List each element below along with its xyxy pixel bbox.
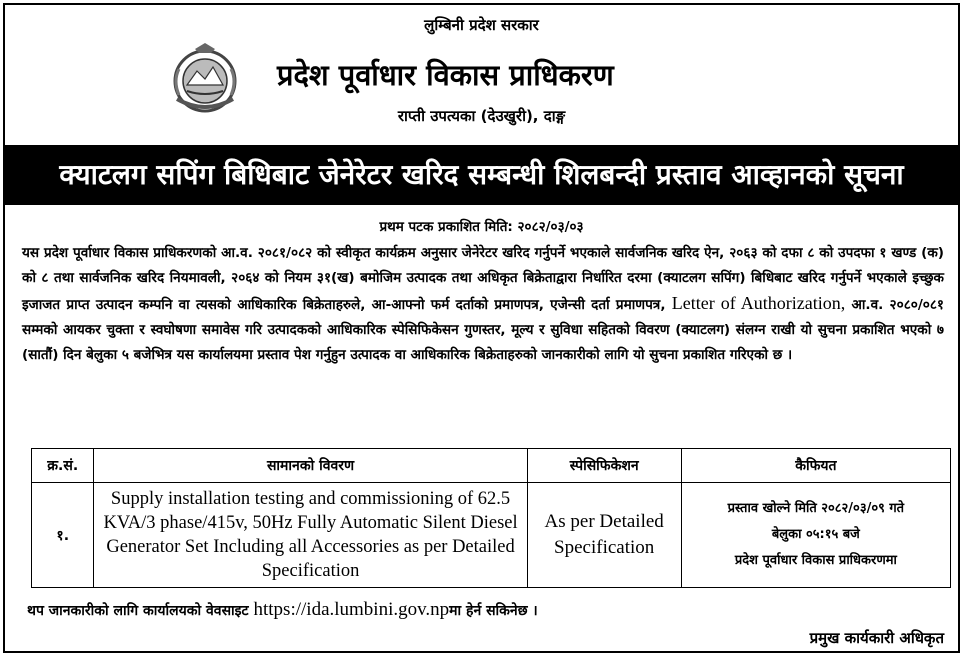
notice-body-part1: यस प्रदेश पूर्वाधार विकास प्राधिकरणको आ.व. २०८१/०८२ को स्वीकृत कार्यक्रम अनुसार जेनेरेटर खरिद गर्नुपर्ने भएकाले सार्वजनिक खरिद ऐन, २०६३ को दफा ८ को उपदफा १ खण्ड (क) को ८ तथा सार्वजनिक खरिद नियमावली, २०६४ को नियम ३१(ख) बमोजिम उत्पादक तथा अधिकृत बिक्रेताद्वारा निर्धारित दरमा (क्याटलग सपिंग) बिधिबाट खरिद गर्नुपर्ने भएकाले इच्छुक इजाजत प्राप्त उत्पादन कम्पनि वा त्यसको आधिकारिक बिक्रेताहरुले, आ-आफ्नो फर्म दर्ताको प्रमाणपत्र, एजेन्सी दर्ता प्रमाणपत्र, (22, 245, 944, 313)
website-link[interactable]: https://ida.lumbini.gov.np (253, 599, 450, 620)
footer-note (27, 599, 538, 621)
office-address: राप्ती उपत्यका (देउखुरी), दाङ्ग (397, 107, 566, 125)
footer-suffix: मा हेर्न सकिनेछ । (449, 603, 538, 619)
cell-specification: As per Detailed Specification (527, 483, 681, 588)
government-name: लुम्बिनी प्रदेश सरकार (424, 16, 539, 34)
notice-body (22, 241, 944, 368)
cell-serial: १. (32, 483, 94, 588)
header-serial: क्र.सं. (32, 449, 94, 483)
cell-description: Supply installation testing and commissioning of 62.5 KVA/3 phase/415v, 50Hz Fully Automatic Silent Diesel Generator Set Including all Accessories as per Detailed Specification (94, 483, 527, 588)
remarks-line-2: बेलुका ०५:१५ बजे (771, 527, 860, 542)
organization-name: प्रदेश पूर्वाधार विकास प्राधिकरण (277, 58, 614, 92)
remarks-line-1: प्रस्ताव खोल्ने मिति २०८२/०३/०९ गते (727, 501, 905, 516)
header-remarks: कैफियत (681, 449, 950, 483)
header-specification: स्पेसिफिकेशन (527, 449, 681, 483)
notice-frame (3, 3, 960, 653)
table-row (32, 483, 951, 588)
notice-title-banner: क्याटलग सपिंग बिधिबाट जेनेरेटर खरिद सम्बन्धी शिलबन्दी प्रस्ताव आव्हानको सूचना (5, 145, 958, 205)
signature-title: प्रमुख कार्यकारी अधिकृत (809, 629, 944, 647)
footer-prefix: थप जानकारीको लागि कार्यालयको वेवसाइट (27, 603, 249, 619)
notice-body-english: Letter of Authorization, (671, 293, 846, 313)
first-published-date: प्रथम पटक प्रकाशित मिति: २०८२/०३/०३ (379, 219, 584, 235)
items-table (31, 448, 951, 588)
header-description: सामानको विवरण (94, 449, 527, 483)
table-header-row (32, 449, 951, 483)
notice-header (5, 5, 958, 145)
cell-remarks (681, 483, 950, 588)
notice-body-part2: आ.व. २०८०/०८१ सम्मको आयकर चुक्ता र स्वघोषणा समावेस गरि उत्पादकको आधिकारिक स्पेसिफिकेसन गुणस्तर, मूल्य र सुविधा सहितको विवरण (क्याटलग) संलग्न राखी यो सुचना प्रकाशित भएको ७ (सातौं) दिन बेलुका ५ बजेभित्र यस कार्यालयमा प्रस्ताव पेश गर्नुहुन उत्पादक वा आधिकारिक बिक्रेताहरुको जानकारीको लागि यो सुचना प्रकाशित गरिएको छ । (22, 297, 944, 363)
remarks-line-3: प्रदेश पूर्वाधार विकास प्राधिकरणमा (734, 553, 897, 568)
